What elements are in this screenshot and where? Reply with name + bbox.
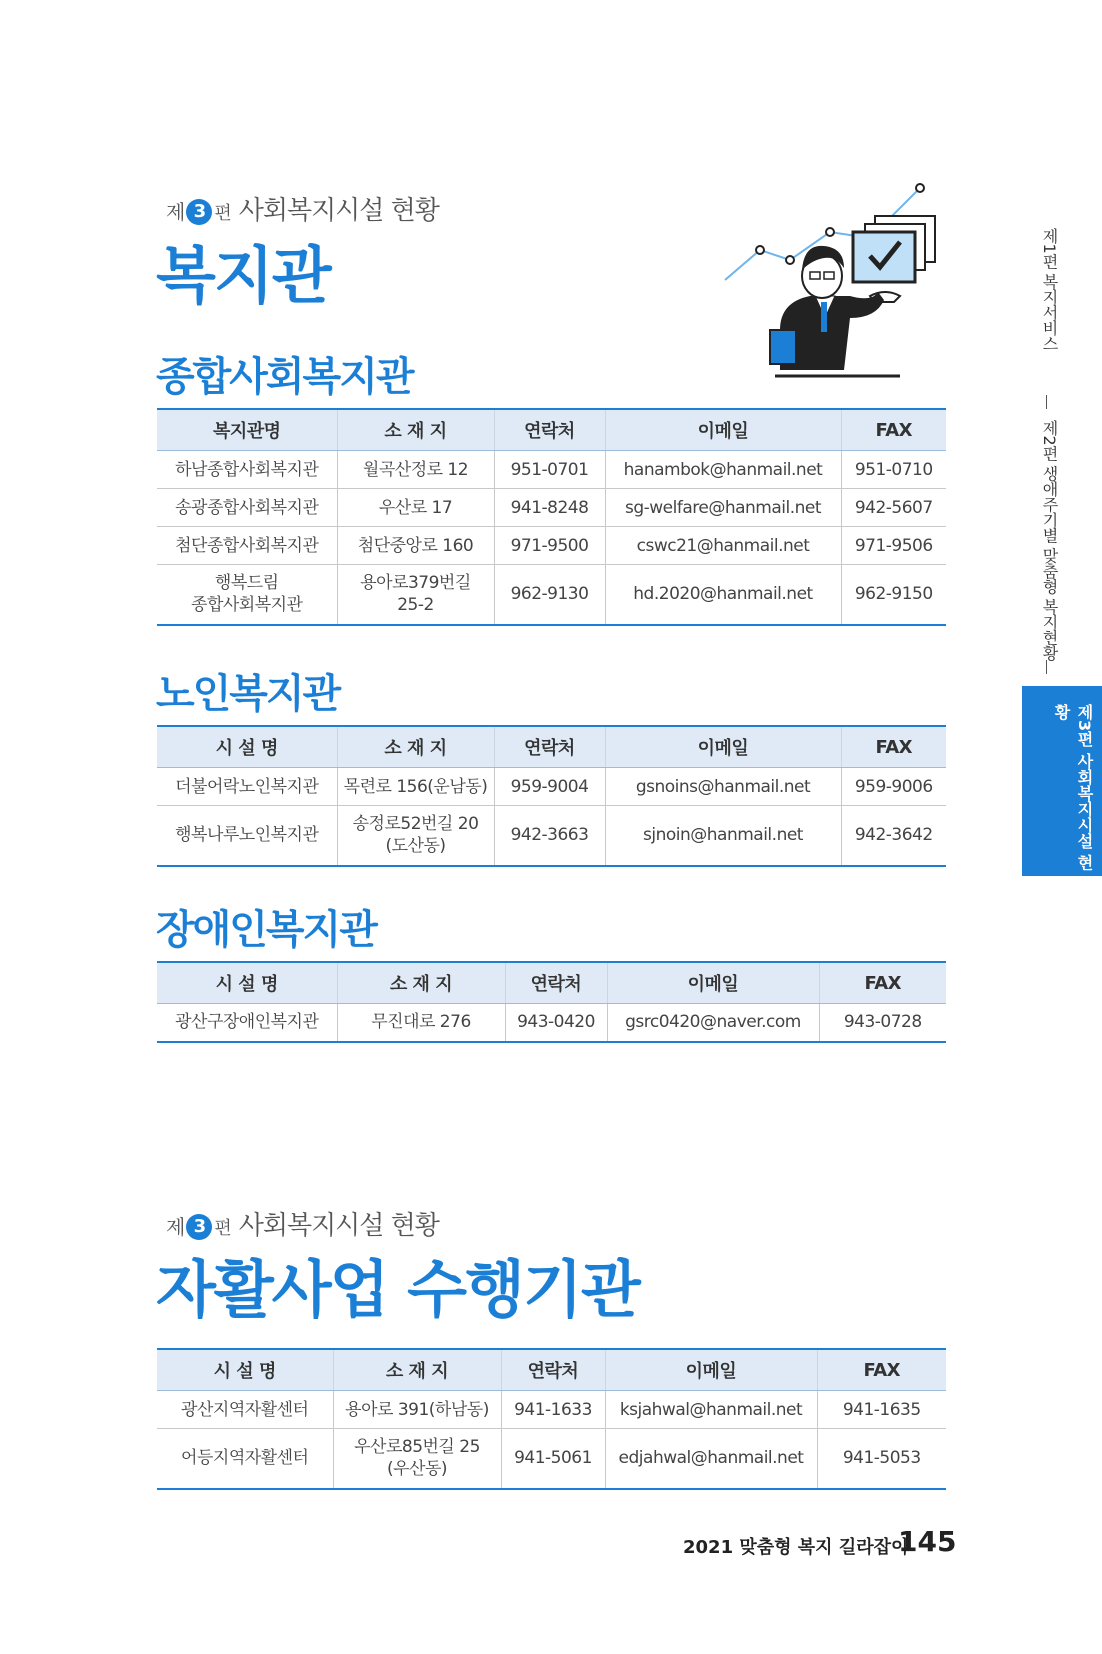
column-header: FAX bbox=[841, 726, 946, 768]
column-header: 소 재 지 bbox=[337, 726, 494, 768]
fax-cell: 951-0710 bbox=[841, 451, 946, 489]
address-cell: 송정로52번길 20 (도산동) bbox=[337, 806, 494, 866]
fax-cell: 941-5053 bbox=[817, 1429, 946, 1489]
email-cell: ksjahwal@hanmail.net bbox=[605, 1391, 817, 1429]
section-kicker bbox=[166, 190, 439, 227]
kicker-number-badge: 3 bbox=[186, 1214, 212, 1240]
phone-cell: 941-8248 bbox=[494, 489, 605, 527]
facility-name-cell: 광산구장애인복지관 bbox=[175, 1012, 319, 1033]
facility-name-cell: 행복나루노인복지관 bbox=[175, 825, 319, 846]
table-row bbox=[157, 451, 946, 489]
phone-cell: 943-0420 bbox=[505, 1004, 607, 1042]
email-cell: gsrc0420@naver.com bbox=[607, 1004, 819, 1042]
column-header: 이메일 bbox=[605, 726, 841, 768]
fax-cell: 971-9506 bbox=[841, 527, 946, 565]
fax-cell: 959-9006 bbox=[841, 768, 946, 806]
sidebar-active-label: 제3편 사회복지시설 현황 bbox=[1052, 704, 1094, 871]
address-cell: 월곡산정로 12 bbox=[337, 451, 494, 489]
column-header: FAX bbox=[819, 962, 946, 1004]
table-row bbox=[157, 1391, 946, 1429]
table-row bbox=[157, 565, 946, 625]
column-header: 소 재 지 bbox=[333, 1349, 501, 1391]
column-header: 연락처 bbox=[494, 726, 605, 768]
email-cell: hd.2020@hanmail.net bbox=[605, 565, 841, 625]
page-number: 145 bbox=[898, 1525, 957, 1558]
fax-cell: 942-5607 bbox=[841, 489, 946, 527]
facility-name-cell: 행복드림 종합사회복지관 bbox=[191, 573, 303, 616]
column-header: 이메일 bbox=[605, 1349, 817, 1391]
general-welfare-table bbox=[157, 408, 946, 626]
footer-book-title: 2021 맞춤형 복지 길라잡이 bbox=[683, 1537, 909, 1558]
trend-point bbox=[756, 246, 764, 254]
phone-cell: 941-5061 bbox=[501, 1429, 605, 1489]
facility-name-cell: 첨단종합사회복지관 bbox=[157, 527, 337, 565]
column-header: 연락처 bbox=[501, 1349, 605, 1391]
column-header: 복지관명 bbox=[157, 409, 337, 451]
disabled-welfare-table bbox=[157, 961, 946, 1043]
senior-welfare-table bbox=[157, 725, 946, 867]
email-cell: sjnoin@hanmail.net bbox=[605, 806, 841, 866]
address-cell: 목련로 156(운남동) bbox=[337, 768, 494, 806]
table-row bbox=[157, 1429, 946, 1489]
column-header: FAX bbox=[817, 1349, 946, 1391]
phone-cell: 971-9500 bbox=[494, 527, 605, 565]
table-row bbox=[157, 768, 946, 806]
table-row bbox=[157, 489, 946, 527]
businessman-illustration bbox=[720, 180, 960, 380]
column-header: FAX bbox=[841, 409, 946, 451]
table-header-row bbox=[157, 726, 946, 768]
table-header-row bbox=[157, 1349, 946, 1391]
sidebar-item-part2[interactable]: 제2편 생애주기별 맞춤형 복지현황 bbox=[1040, 420, 1059, 661]
email-cell: hanambok@hanmail.net bbox=[605, 451, 841, 489]
address-cell: 첨단중앙로 160 bbox=[337, 527, 494, 565]
column-header: 시 설 명 bbox=[157, 962, 337, 1004]
address-cell: 우산로85번길 25 (우산동) bbox=[333, 1429, 501, 1489]
fax-cell: 962-9150 bbox=[841, 565, 946, 625]
address-cell: 용아로 391(하남동) bbox=[333, 1391, 501, 1429]
kicker-suffix: 편 bbox=[214, 203, 231, 224]
phone-cell: 942-3663 bbox=[494, 806, 605, 866]
email-cell: cswc21@hanmail.net bbox=[605, 527, 841, 565]
trend-point bbox=[786, 256, 794, 264]
table-row bbox=[157, 806, 946, 866]
facility-name-cell: 더불어락노인복지관 bbox=[157, 768, 337, 806]
address-cell: 용아로379번길 25-2 bbox=[337, 565, 494, 625]
table-header-row bbox=[157, 962, 946, 1004]
trend-point bbox=[826, 228, 834, 236]
email-cell: edjahwal@hanmail.net bbox=[605, 1429, 817, 1489]
section-heading-disabled: 장애인복지관 bbox=[156, 907, 376, 953]
facility-name-cell: 어등지역자활센터 bbox=[181, 1448, 309, 1469]
fax-cell: 943-0728 bbox=[819, 1004, 946, 1042]
kicker-prefix: 제 bbox=[166, 200, 185, 224]
table-header-row bbox=[157, 409, 946, 451]
phone-cell: 941-1633 bbox=[501, 1391, 605, 1429]
email-cell: sg-welfare@hanmail.net bbox=[605, 489, 841, 527]
column-header: 이메일 bbox=[605, 409, 841, 451]
sidebar-divider bbox=[1046, 660, 1047, 674]
address-cell: 무진대로 276 bbox=[337, 1004, 505, 1042]
sidebar-item-part1[interactable]: 제1편 복지서비스 bbox=[1040, 228, 1059, 351]
email-cell: gsnoins@hanmail.net bbox=[605, 768, 841, 806]
section-kicker bbox=[166, 1205, 439, 1242]
phone-cell: 951-0701 bbox=[494, 451, 605, 489]
phone-cell: 962-9130 bbox=[494, 565, 605, 625]
table-row bbox=[157, 527, 946, 565]
kicker-title: 사회복지시설 현황 bbox=[238, 196, 439, 226]
column-header: 소 재 지 bbox=[337, 962, 505, 1004]
sidebar-tab-active[interactable] bbox=[1022, 686, 1102, 876]
page-title-selfsupport: 자활사업 수행기관 bbox=[156, 1253, 639, 1326]
column-header: 연락처 bbox=[494, 409, 605, 451]
column-header: 이메일 bbox=[607, 962, 819, 1004]
column-header: 시 설 명 bbox=[157, 726, 337, 768]
column-header: 소 재 지 bbox=[337, 409, 494, 451]
column-header: 시 설 명 bbox=[157, 1349, 333, 1391]
facility-name-cell: 하남종합사회복지관 bbox=[157, 451, 337, 489]
phone-cell: 959-9004 bbox=[494, 768, 605, 806]
kicker-prefix: 제 bbox=[166, 1215, 185, 1239]
column-header: 연락처 bbox=[505, 962, 607, 1004]
section-heading-general: 종합사회복지관 bbox=[156, 354, 413, 400]
fax-cell: 942-3642 bbox=[841, 806, 946, 866]
facility-name-cell: 광산지역자활센터 bbox=[157, 1391, 333, 1429]
fax-cell: 941-1635 bbox=[817, 1391, 946, 1429]
page-title: 복지관 bbox=[156, 239, 330, 312]
table-row bbox=[157, 1004, 946, 1042]
address-cell: 우산로 17 bbox=[337, 489, 494, 527]
trend-point bbox=[916, 184, 924, 192]
selfsupport-table bbox=[157, 1348, 946, 1490]
kicker-suffix: 편 bbox=[214, 1218, 231, 1239]
kicker-number-badge: 3 bbox=[186, 199, 212, 225]
section-heading-senior: 노인복지관 bbox=[156, 671, 340, 717]
sidebar-divider bbox=[1046, 395, 1047, 409]
kicker-title: 사회복지시설 현황 bbox=[238, 1211, 439, 1241]
facility-name-cell: 송광종합사회복지관 bbox=[157, 489, 337, 527]
